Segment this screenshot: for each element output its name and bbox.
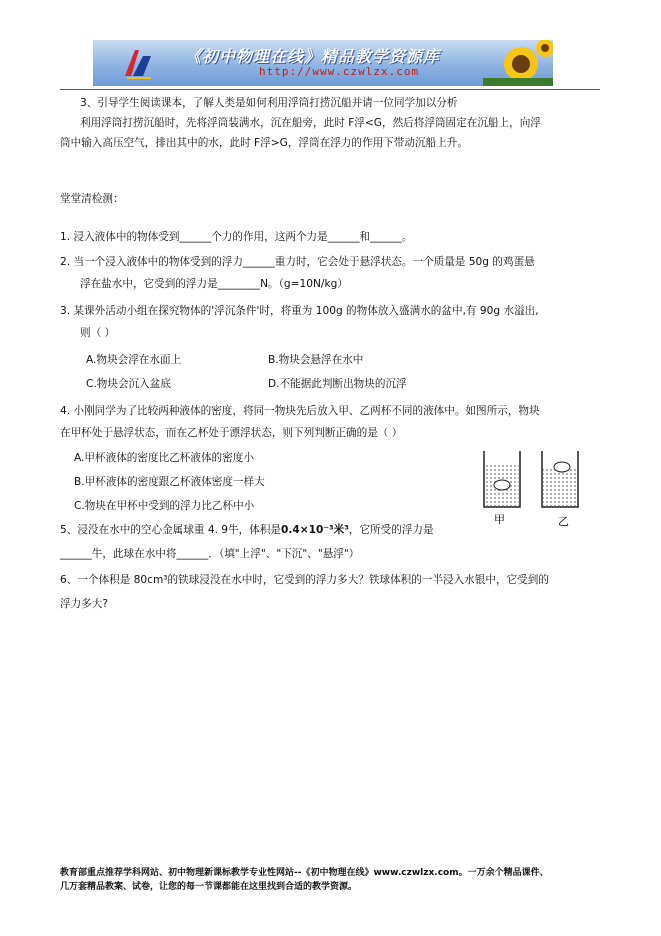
figure-label-yi: 乙 [558, 515, 569, 528]
q5-volume-formula: 0.4×10⁻³米³ [281, 524, 349, 536]
q4-option-c: C.物块在甲杯中受到的浮力比乙杯中小 [74, 500, 255, 512]
sunflower-icon [483, 40, 553, 86]
beaker-jia-icon [484, 451, 520, 507]
q3-option-b: B.物块会悬浮在水中 [268, 354, 364, 366]
intro-line-3: 筒中输入高压空气，排出其中的水，此时 F浮>G，浮筒在浮力的作用下带动沉船上升。 [60, 137, 468, 149]
question-6-line-1: 6、一个体积是 80cm³的铁球浸没在水中时，它受到的浮力多大？铁球体积的一半浸入水银中，它受到的 [60, 574, 549, 586]
question-2-line-2: 浮在盐水中，它受到的浮力是________N。（g=10N/kg） [80, 278, 348, 290]
question-2-line-1: 2. 当一个浸入液体中的物体受到的浮力______重力时，它会处于悬浮状态。一个质量是 50g 的鸡蛋悬 [60, 256, 535, 268]
footer-line-2: 几万套精品教案、试卷，让您的每一节课都能在这里找到合适的教学资源。 [60, 882, 358, 892]
section-title: 堂堂清检测： [60, 193, 124, 205]
question-3-line-1: 3. 某课外活动小组在探究物体的'浮沉条件'时，将重为 100g 的物体放入盛满水的盆中,有 90g 水溢出, [60, 305, 539, 317]
banner-title: 《初中物理在线》精品教学资源库 [185, 47, 441, 66]
banner-url: http://www.czwlzx.com [259, 65, 420, 78]
header-divider [60, 89, 600, 90]
question-1: 1. 浸入液体中的物体受到______个力的作用，这两个力是______和______。 [60, 231, 413, 243]
question-5-line-2: ______牛，此球在水中将______．（填"上浮"、"下沉"、"悬浮"） [60, 548, 360, 560]
q4-option-a: A.甲杯液体的密度比乙杯液体的密度小 [74, 452, 254, 464]
site-logo-icon [121, 46, 155, 80]
q3-option-d: D.不能据此判断出物块的沉浮 [268, 378, 407, 390]
q3-option-a: A.物块会浮在水面上 [86, 354, 182, 366]
q5-text-post: ，它所受的浮力是 [348, 524, 434, 536]
figure-label-jia: 甲 [494, 513, 505, 526]
beaker-figure [478, 449, 598, 531]
header-banner [93, 40, 553, 86]
q3-option-c: C.物块会沉入盆底 [86, 378, 171, 390]
beaker-yi-icon [542, 451, 578, 507]
intro-line-2: 利用浮筒打捞沉船时，先将浮筒装满水，沉在船旁，此时 F浮<G，然后将浮筒固定在沉船上，向浮 [80, 117, 541, 129]
q4-option-b: B.甲杯液体的密度跟乙杯液体密度一样大 [74, 476, 265, 488]
question-5-line-1 [60, 523, 434, 537]
question-3-line-2: 则（ ） [80, 327, 116, 339]
q5-text-pre: 5、浸没在水中的空心金属球重 4. 9牛，体积是 [60, 524, 282, 536]
question-4-line-2: 在甲杯处于悬浮状态，而在乙杯处于漂浮状态，则下列判断正确的是（ ） [60, 427, 403, 439]
intro-line-1: 3、引导学生阅读课本，了解人类是如何利用浮筒打捞沉船并请一位同学加以分析 [80, 97, 458, 109]
footer-line-1: 教育部重点推荐学科网站、初中物理新课标教学专业性网站--《初中物理在线》www.czwlzx.com。一万余个精品课件、 [60, 868, 549, 878]
question-4-line-1: 4. 小刚同学为了比较两种液体的密度，将同一物块先后放入甲、乙两杯不同的液体中。如图所示，物块 [60, 405, 540, 417]
question-6-line-2: 浮力多大? [60, 598, 108, 610]
